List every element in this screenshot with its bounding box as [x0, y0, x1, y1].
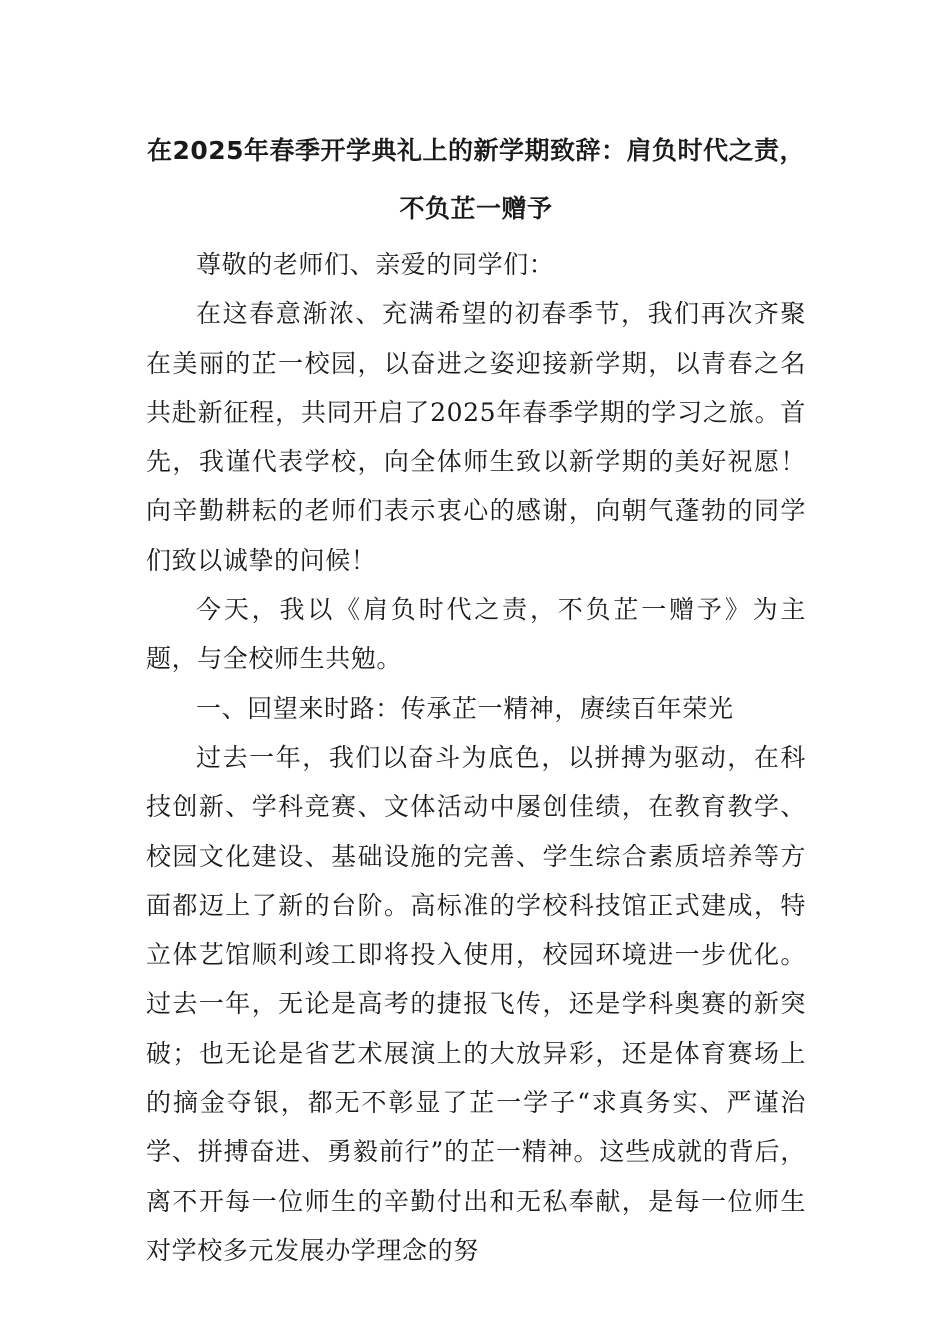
section-heading-one: 一、回望来时路：传承芷一精神，赓续百年荣光 — [196, 693, 734, 723]
document-page — [146, 122, 806, 1275]
document-title: 在2025年春季开学典礼上的新学期致辞：肩负时代之责，不负芷一赠予 — [146, 136, 806, 223]
salutation: 尊敬的老师们、亲爱的同学们： — [196, 250, 555, 279]
paragraph-review: 过去一年，我们以奋斗为底色，以拼搏为驱动，在科技创新、学科竞赛、文体活动中屡创佳绩，在教育教学、校园文化建设、基础设施的完善、学生综合素质培养等方面都迈上了新的台阶。高标准的学校科技馆正式建成，特立体艺馆顺利竣工即将投入使用，校园环境进一步优化。过去一年，无论是高考的捷报飞传，还是学科奥赛的新突破；也无论是省艺术展演上的大放异彩，还是体育赛场上的摘金夺银，都无不彰显了芷一学子“求真务实、严谨治学、拼搏奋进、勇毅前行”的芷一精神。这些成就的背后，离不开每一位师生的辛勤付出和无私奉献，是每一位师生对学校多元发展办学理念的努 — [146, 742, 806, 1265]
paragraph-opening: 在这春意渐浓、充满希望的初春季节，我们再次齐聚在美丽的芷一校园，以奋进之姿迎接新学期，以青春之名共赴新征程，共同开启了2025年春季学期的学习之旅。首先，我谨代表学校，向全体师生致以新学期的美好祝愿！向辛勤耕耘的老师们表示衷心的感谢，向朝气蓬勃的同学们致以诚挚的问候！ — [146, 299, 806, 575]
paragraph-theme: 今天，我以《肩负时代之责，不负芷一赠予》为主题，与全校师生共勉。 — [146, 595, 806, 674]
